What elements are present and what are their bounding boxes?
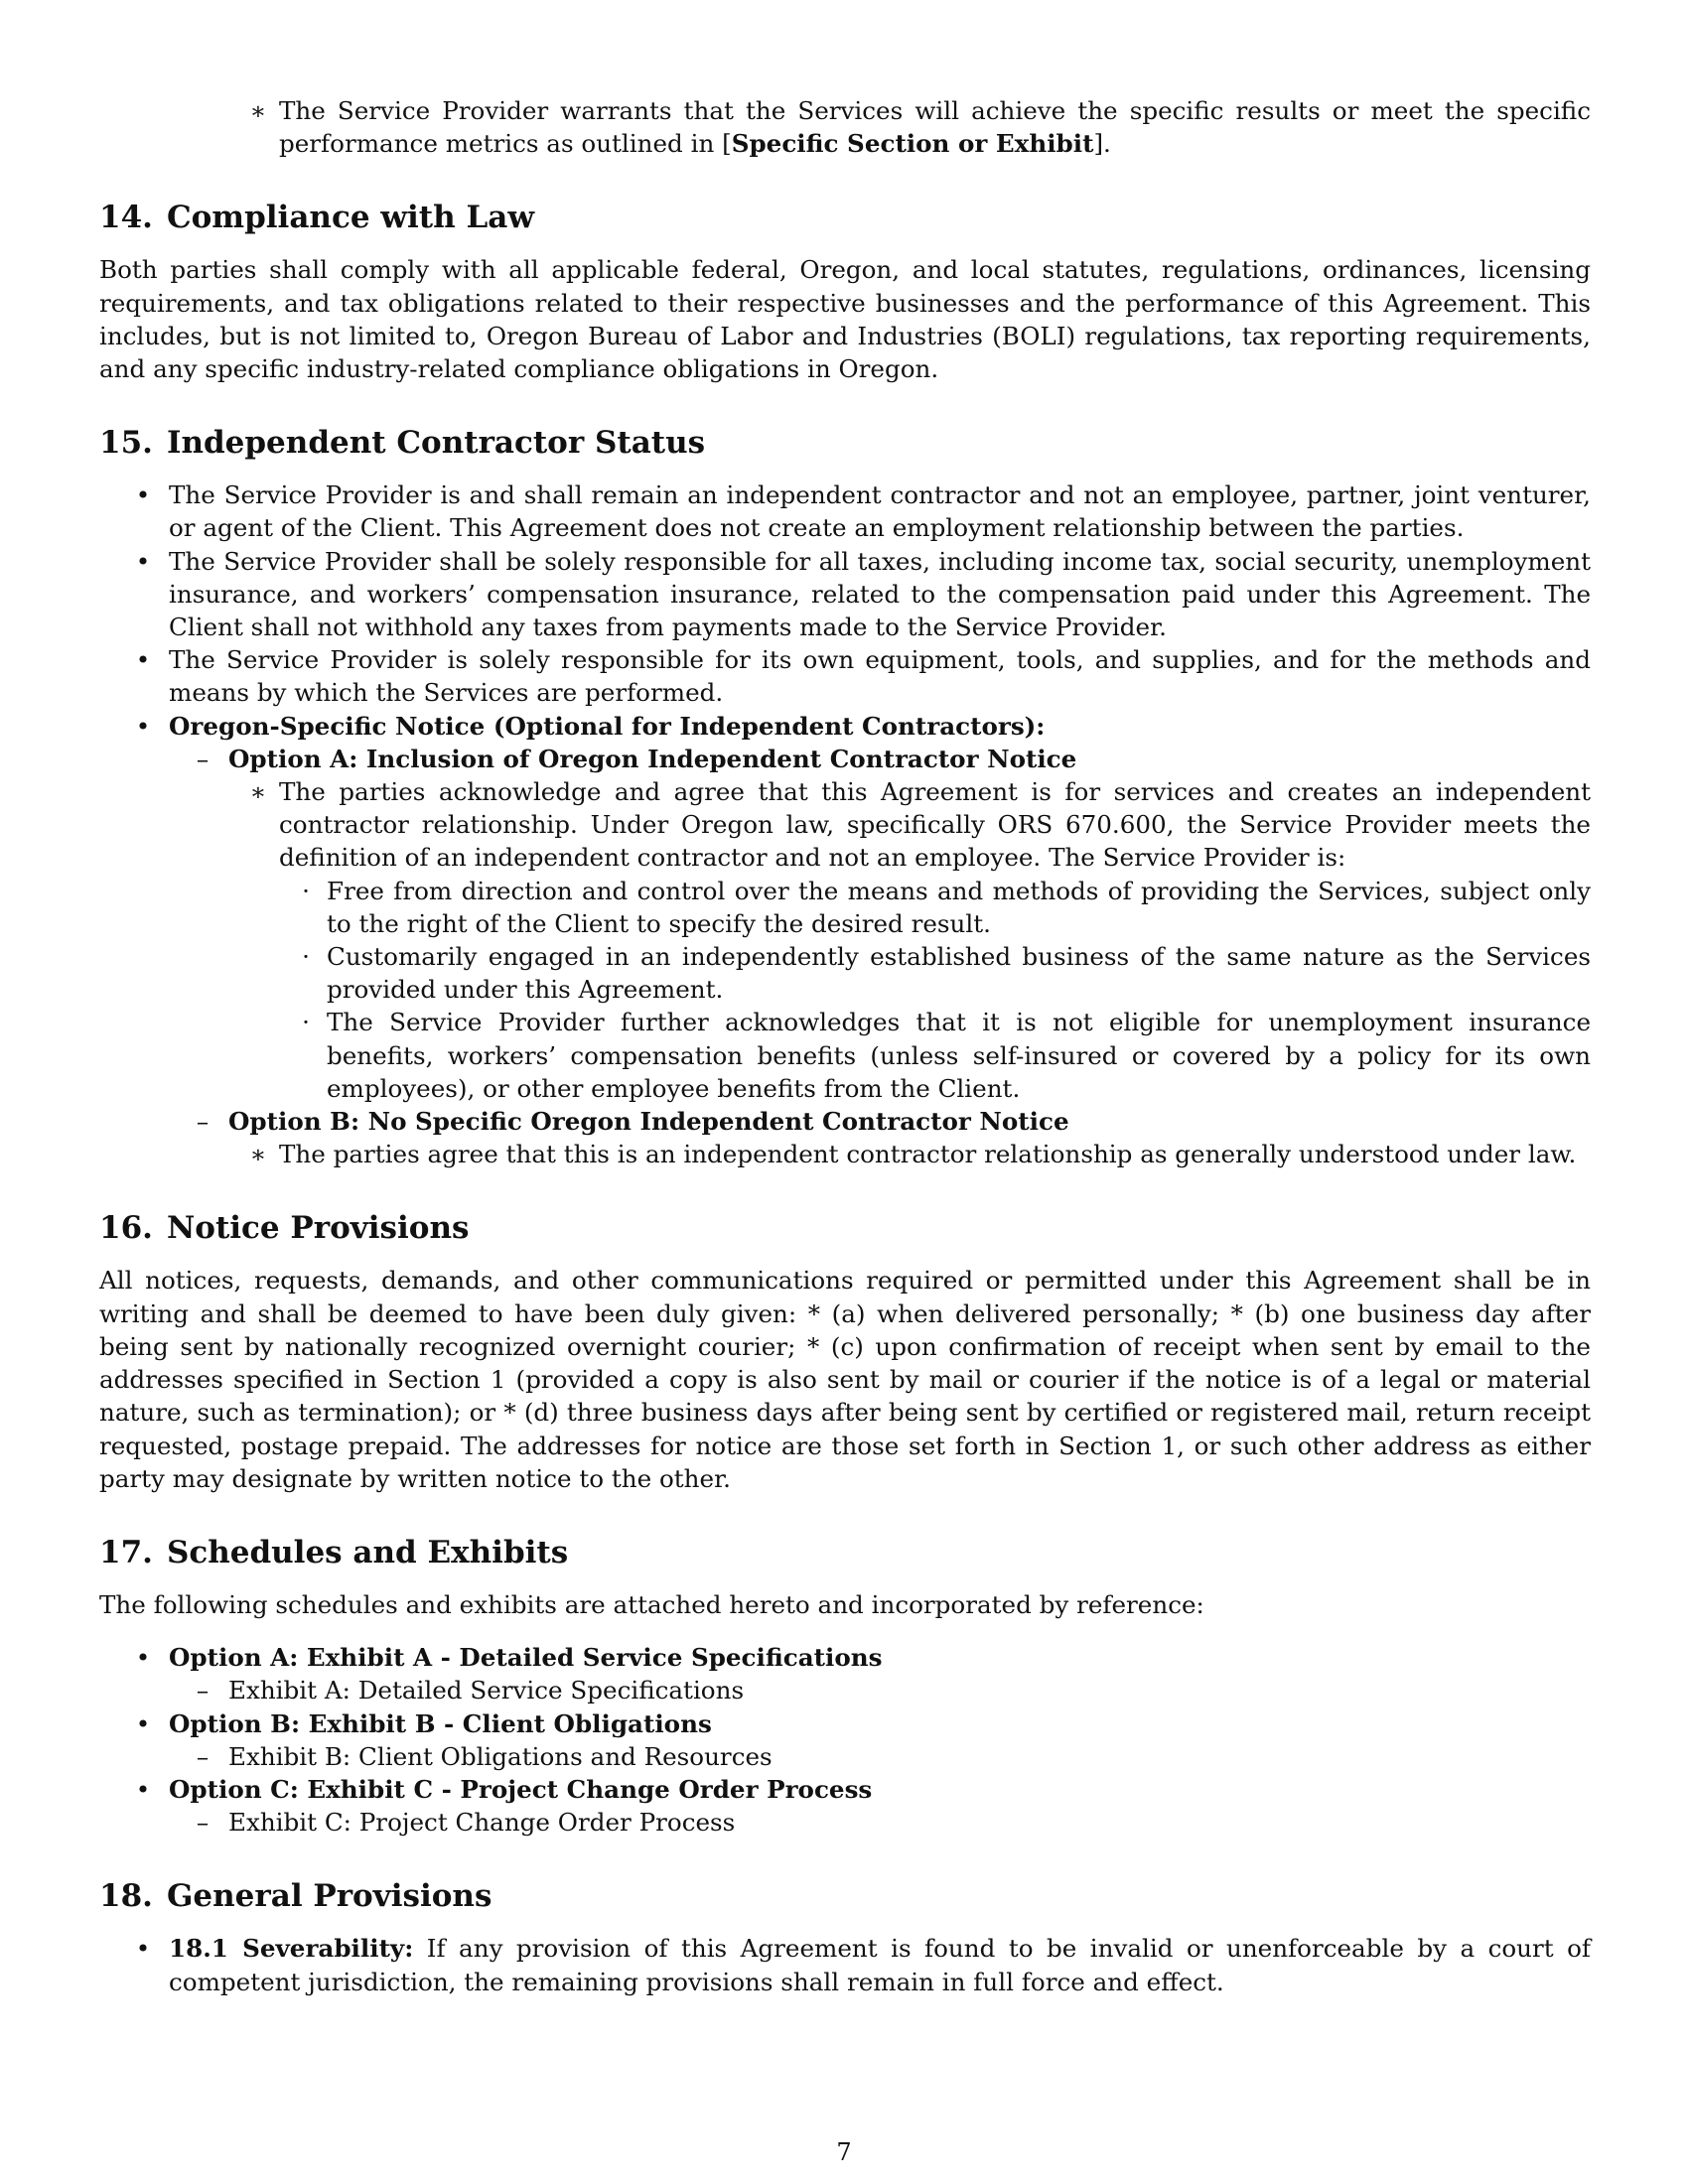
star-marker: ∗ — [249, 1140, 267, 1169]
bullet-marker: • — [135, 711, 151, 741]
item-bold-text: Option A: Inclusion of Oregon Independent Contractor Notice — [228, 744, 1077, 773]
item-text: The parties acknowledge and agree that this Agreement is for services and creates an independent contractor relationship. Under Oregon law, specifically ORS 670.600, the Service Provider meets the definition of an independent contractor and not an employee. The Service Provider is: — [279, 777, 1591, 873]
section-title: Notice Provisions — [166, 1210, 470, 1247]
section-title: General Provisions — [166, 1878, 492, 1915]
dot-marker: · — [302, 1008, 310, 1037]
dash-marker: – — [196, 1741, 210, 1771]
list-item — [99, 1932, 1591, 1997]
bullet-marker: • — [135, 1774, 151, 1804]
list-item — [99, 743, 1591, 775]
dot-marker: · — [302, 876, 310, 905]
item-bold-text: Option B: No Specific Oregon Independent Contractor Notice — [228, 1107, 1069, 1137]
item-text: The Service Provider is and shall remain an independent contractor and not an employee, partner, joint venturer, or agent of the Client. This Agreement does not create an employment relationship between the parties. — [169, 480, 1591, 543]
star-marker: ∗ — [249, 777, 267, 807]
dash-marker: – — [196, 1107, 210, 1137]
section-heading — [99, 1208, 1591, 1248]
section-heading — [99, 1533, 1591, 1572]
item-bold-text: Specific Section or Exhibit — [731, 129, 1094, 159]
item-text: If any provision of this Agreement is found to be invalid or unenforceable by a court of competent jurisdiction, the remaining provisions shall remain in full force and effect. — [169, 1934, 1592, 1996]
item-text: The Service Provider further acknowledges that it is not eligible for unemployment insurance benefits, workers’ compensation benefits (unless self-insured or covered by a policy for its own employees), or other employee benefits from the Client. — [327, 1008, 1591, 1103]
list-item — [99, 643, 1591, 709]
section-number: 17. — [99, 1534, 153, 1570]
section-paragraph: All notices, requests, demands, and other communications required or permitted under this Agreement shall be in writing and shall be deemed to have been duly given: * (a) when delivered personally; * (b) one business day after being sent by nationally recognized overnight courier; * (c) upon confirmation of receipt when sent by email to the addresses specified in Section 1 (provided a copy is also sent by mail or courier if the notice is of a legal or material nature, such as termination); or * (d) three business days after being sent by certified or registered mail, return receipt requested, postage prepaid. The addresses for notice are those set forth in Section 1, or such other address as either party may designate by written notice to the other. — [99, 1266, 1591, 1493]
section-title: Compliance with Law — [166, 200, 535, 236]
section-number: 15. — [99, 425, 153, 462]
section-number: 18. — [99, 1878, 153, 1915]
item-bold-text: Option A: Exhibit A - Detailed Service Specifications — [169, 1643, 883, 1673]
dash-marker: – — [196, 744, 210, 773]
item-bold-text: 18.1 Severability: — [169, 1934, 414, 1964]
list-item — [99, 1740, 1591, 1773]
list-item — [99, 1773, 1591, 1806]
section-title: Schedules and Exhibits — [166, 1534, 569, 1570]
section-number: 14. — [99, 200, 153, 236]
list-item — [99, 1641, 1591, 1674]
list-item — [99, 1105, 1591, 1138]
section-number: 16. — [99, 1210, 153, 1247]
list-item — [99, 1707, 1591, 1740]
section-paragraph: Both parties shall comply with all applicable federal, Oregon, and local statutes, regulations, ordinances, licensing requirements, and tax obligations related to their respective businesses and the performance of this Agreement. This includes, but is not limited to, Oregon Bureau of Labor and Industries (BOLI) regulations, tax reporting requirements, and any specific industry-related compliance obligations in Oregon. — [99, 255, 1591, 384]
document-page — [99, 94, 1591, 1998]
dash-marker: – — [196, 1808, 210, 1838]
list-item — [99, 478, 1591, 544]
bullet-list — [99, 478, 1591, 1170]
list-item — [99, 1806, 1591, 1839]
item-text: Customarily engaged in an independently established business of the same nature as the Services provided under this Agreement. — [327, 942, 1591, 1005]
item-text: The Service Provider warrants that the Services will achieve the specific results or meet the specific performance metrics as outlined in [ — [279, 96, 1591, 159]
list-item — [99, 875, 1591, 940]
section-heading — [99, 198, 1591, 237]
dash-marker: – — [196, 1676, 210, 1706]
bullet-marker: • — [135, 480, 151, 510]
bullet-marker: • — [135, 1708, 151, 1738]
item-text: The Service Provider shall be solely responsible for all taxes, including income tax, social security, unemployment insurance, and workers’ compensation insurance, related to the compensation paid under this Agreement. The Client shall not withhold any taxes from payments made to the Service Provider. — [169, 546, 1591, 642]
item-text: Exhibit A: Detailed Service Specifications — [228, 1676, 745, 1706]
page-number: 7 — [836, 2138, 852, 2166]
item-bold-text: Option B: Exhibit B - Client Obligations — [169, 1708, 712, 1738]
item-text: ]. — [1093, 129, 1111, 159]
star-marker: ∗ — [249, 96, 267, 125]
bullet-marker: • — [135, 1934, 151, 1964]
item-text: The parties agree that this is an independent contractor relationship as generally understood under law. — [279, 1140, 1577, 1169]
section-paragraph: The following schedules and exhibits are attached hereto and incorporated by reference: — [99, 1589, 1204, 1619]
list-item — [99, 940, 1591, 1006]
section-heading — [99, 423, 1591, 463]
list-item — [99, 1138, 1591, 1170]
item-text: Free from direction and control over the means and methods of providing the Services, subject only to the right of the Client to specify the desired result. — [327, 876, 1591, 938]
bullet-marker: • — [135, 1643, 151, 1673]
section-heading — [99, 1876, 1591, 1916]
list-item — [99, 94, 1591, 160]
list-item — [99, 1006, 1591, 1105]
list-item — [99, 545, 1591, 644]
bullet-marker: • — [135, 645, 151, 675]
item-text: Exhibit C: Project Change Order Process — [228, 1808, 736, 1838]
item-text: The Service Provider is solely responsible for its own equipment, tools, and supplies, and for the methods and means by which the Services are performed. — [169, 645, 1591, 708]
carry-over-list — [99, 94, 1591, 160]
bullet-list — [99, 1641, 1591, 1839]
bullet-list — [99, 1932, 1591, 1997]
list-item — [99, 1674, 1591, 1706]
bullet-marker: • — [135, 546, 151, 576]
dot-marker: · — [302, 942, 310, 972]
item-text: Exhibit B: Client Obligations and Resources — [228, 1741, 773, 1771]
list-item — [99, 710, 1591, 743]
list-item — [99, 775, 1591, 875]
item-bold-text: Oregon-Specific Notice (Optional for Independent Contractors): — [169, 711, 1046, 741]
item-bold-text: Option C: Exhibit C - Project Change Order Process — [169, 1774, 873, 1804]
section-title: Independent Contractor Status — [166, 425, 706, 462]
